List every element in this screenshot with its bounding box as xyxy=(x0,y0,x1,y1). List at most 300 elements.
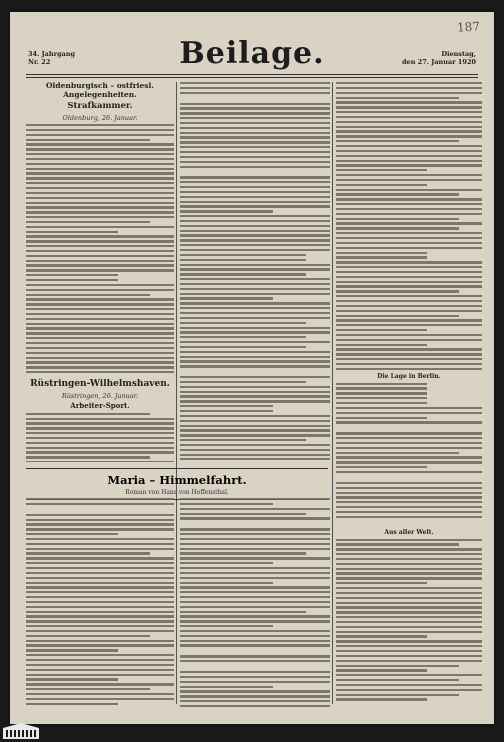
text-line xyxy=(26,240,174,242)
text-line xyxy=(26,139,150,141)
text-line xyxy=(180,640,330,642)
text-line xyxy=(336,412,482,414)
text-line xyxy=(336,135,482,137)
text-line xyxy=(180,454,330,456)
text-line xyxy=(180,498,330,500)
text-line xyxy=(26,630,174,632)
text-line xyxy=(180,615,330,617)
text-line xyxy=(180,655,330,657)
text-line xyxy=(26,606,174,608)
text-line xyxy=(180,671,330,673)
text-line xyxy=(26,163,174,165)
text-line xyxy=(336,471,482,473)
text-line xyxy=(180,225,330,227)
text-line xyxy=(26,294,150,296)
text-line xyxy=(26,352,174,354)
text-line xyxy=(336,539,482,541)
text-line xyxy=(336,563,482,565)
text-line xyxy=(26,298,174,300)
text-line xyxy=(180,141,330,143)
text-line xyxy=(180,517,330,519)
text-line xyxy=(180,611,306,613)
text-line xyxy=(26,342,174,344)
text-line xyxy=(336,198,482,200)
text-line xyxy=(26,442,174,444)
text-line xyxy=(180,567,330,569)
text-line xyxy=(180,577,330,579)
text-line xyxy=(26,635,150,637)
text-line xyxy=(336,174,482,176)
text-line xyxy=(336,674,482,676)
text-line xyxy=(26,519,174,521)
text-line xyxy=(336,582,427,584)
text-line xyxy=(180,317,330,319)
article-body xyxy=(336,383,482,527)
volume-label: 34. Jahrgang xyxy=(28,50,76,58)
text-line xyxy=(180,439,306,441)
text-line xyxy=(336,319,482,321)
text-line xyxy=(26,168,174,170)
text-line xyxy=(180,644,330,646)
text-line xyxy=(26,158,174,160)
text-line xyxy=(336,572,482,574)
text-line xyxy=(336,150,482,152)
text-line xyxy=(26,674,174,676)
text-line xyxy=(180,302,330,304)
column-separator xyxy=(176,82,177,704)
text-line xyxy=(336,145,482,147)
text-line xyxy=(336,92,482,94)
text-line xyxy=(26,615,174,617)
text-line xyxy=(336,660,482,662)
text-line xyxy=(26,129,174,131)
text-line xyxy=(336,640,482,642)
text-line xyxy=(336,689,482,691)
text-line xyxy=(180,625,273,627)
text-line xyxy=(180,386,330,388)
text-line xyxy=(336,407,482,409)
text-line xyxy=(26,172,174,174)
text-line xyxy=(26,693,174,695)
text-line xyxy=(336,442,482,444)
text-line xyxy=(180,552,306,554)
text-line xyxy=(26,543,174,545)
text-line xyxy=(26,552,150,554)
text-line xyxy=(336,597,482,599)
text-line xyxy=(336,665,459,667)
text-line xyxy=(26,332,174,334)
text-line xyxy=(336,271,482,273)
text-line xyxy=(336,698,427,700)
text-line xyxy=(26,148,174,150)
text-line xyxy=(336,669,427,671)
text-line xyxy=(26,669,174,671)
text-line xyxy=(26,523,174,525)
text-line xyxy=(180,376,330,378)
text-line xyxy=(180,293,330,295)
text-line xyxy=(26,308,174,310)
text-line xyxy=(26,264,174,266)
text-line xyxy=(180,166,330,168)
text-line xyxy=(180,215,330,217)
text-line xyxy=(336,496,482,498)
text-line xyxy=(336,305,482,307)
text-line xyxy=(180,268,330,270)
article-body xyxy=(336,539,482,701)
text-line xyxy=(180,458,330,460)
text-line xyxy=(26,182,174,184)
text-line xyxy=(26,596,174,598)
text-line xyxy=(26,337,174,339)
weekday: Dienstag, xyxy=(441,50,476,58)
text-line xyxy=(26,611,174,613)
text-line xyxy=(336,111,482,113)
text-line xyxy=(180,543,330,545)
text-line xyxy=(336,281,482,283)
text-line xyxy=(336,592,482,594)
text-line xyxy=(26,601,174,603)
text-line xyxy=(26,361,174,363)
text-line xyxy=(336,456,482,458)
text-line xyxy=(336,276,482,278)
text-line xyxy=(26,654,174,656)
text-line xyxy=(180,117,330,119)
text-line xyxy=(26,703,118,705)
text-line xyxy=(180,201,330,203)
text-line xyxy=(336,160,482,162)
text-line xyxy=(336,227,459,229)
archive-building-logo xyxy=(2,722,40,740)
text-line xyxy=(26,323,174,325)
dateline: Rüstringen, 26. Januar. xyxy=(61,391,139,400)
text-line xyxy=(336,285,482,287)
text-line xyxy=(180,186,330,188)
text-line xyxy=(26,255,174,257)
text-line xyxy=(336,606,482,608)
text-line xyxy=(26,245,174,247)
text-line xyxy=(336,193,459,195)
text-line xyxy=(180,210,273,212)
text-line xyxy=(336,461,482,463)
issue-number: Nr. 22 xyxy=(28,58,51,66)
text-line xyxy=(26,538,174,540)
text-line xyxy=(180,151,330,153)
serial-title: Maria – Himmelfahrt. xyxy=(107,473,247,487)
text-line xyxy=(180,336,306,338)
text-line xyxy=(180,429,330,431)
masthead-date-block xyxy=(402,50,476,66)
text-line xyxy=(180,508,330,510)
text-line xyxy=(336,487,482,489)
text-line xyxy=(26,678,118,680)
text-line xyxy=(26,371,174,373)
text-line xyxy=(336,655,482,657)
text-line xyxy=(26,644,174,646)
text-line xyxy=(180,176,330,178)
text-line xyxy=(180,449,330,451)
text-line xyxy=(336,437,482,439)
text-line xyxy=(180,420,330,422)
text-line xyxy=(336,466,427,468)
text-line xyxy=(180,591,330,593)
text-line xyxy=(336,587,482,589)
text-line xyxy=(336,247,482,249)
text-line xyxy=(180,220,330,222)
text-line xyxy=(336,635,427,637)
text-line xyxy=(26,698,174,700)
text-line xyxy=(180,705,330,707)
serial-column-2 xyxy=(180,498,330,708)
text-line xyxy=(180,239,330,241)
text-line xyxy=(180,444,330,446)
text-line xyxy=(180,700,330,702)
text-line xyxy=(180,395,330,397)
text-line xyxy=(336,358,482,360)
text-line xyxy=(26,432,174,434)
text-line xyxy=(336,315,459,317)
text-line xyxy=(180,548,330,550)
text-line xyxy=(180,601,330,603)
text-line xyxy=(26,284,174,286)
text-line xyxy=(336,558,482,560)
text-line xyxy=(26,620,174,622)
text-line xyxy=(26,303,174,305)
text-line xyxy=(336,300,482,302)
text-line xyxy=(180,82,330,84)
text-line xyxy=(26,582,174,584)
text-line xyxy=(336,266,482,268)
masthead-rule-thin xyxy=(26,77,478,78)
text-line xyxy=(26,572,174,574)
issue-date: den 27. Januar 1920 xyxy=(402,58,476,66)
text-line xyxy=(180,572,330,574)
text-line xyxy=(336,97,459,99)
text-line xyxy=(180,557,330,559)
text-line xyxy=(336,222,482,224)
text-line xyxy=(336,101,482,103)
text-line xyxy=(26,418,174,420)
text-line xyxy=(26,533,118,535)
text-line xyxy=(336,392,427,394)
text-line xyxy=(336,684,482,686)
text-line xyxy=(26,124,174,126)
text-line xyxy=(336,218,459,220)
text-line xyxy=(336,237,482,239)
text-line xyxy=(180,365,330,367)
text-line xyxy=(26,447,174,449)
text-line xyxy=(336,383,427,385)
text-line xyxy=(26,649,118,651)
text-line xyxy=(336,631,482,633)
text-line xyxy=(26,548,174,550)
text-line xyxy=(26,659,174,661)
text-line xyxy=(26,177,174,179)
serial-body xyxy=(180,498,330,708)
text-line xyxy=(26,143,174,145)
text-line xyxy=(180,513,306,515)
text-line xyxy=(180,122,330,124)
text-line xyxy=(180,391,330,393)
text-line xyxy=(26,318,174,320)
text-line xyxy=(180,681,330,683)
text-line xyxy=(180,312,330,314)
text-line xyxy=(336,611,482,613)
text-line xyxy=(336,432,482,434)
text-line xyxy=(26,221,150,223)
text-line xyxy=(180,562,273,564)
text-line xyxy=(336,553,482,555)
text-line xyxy=(180,92,330,94)
text-line xyxy=(180,635,330,637)
text-line xyxy=(180,244,330,246)
text-line xyxy=(180,327,330,329)
article-body xyxy=(26,124,174,373)
text-line xyxy=(180,690,330,692)
text-line xyxy=(180,533,330,535)
text-line xyxy=(26,413,150,415)
text-line xyxy=(180,620,330,622)
text-line xyxy=(26,640,174,642)
text-line xyxy=(26,577,174,579)
text-line xyxy=(180,400,330,402)
serial-banner xyxy=(26,468,328,500)
text-line xyxy=(336,417,427,419)
text-line xyxy=(336,208,482,210)
text-line xyxy=(336,506,482,508)
text-line xyxy=(26,591,174,593)
text-line xyxy=(180,415,330,417)
text-line xyxy=(180,660,330,662)
text-line xyxy=(336,295,482,297)
text-line xyxy=(26,187,174,189)
text-line xyxy=(180,127,330,129)
text-line xyxy=(336,492,482,494)
text-line xyxy=(336,501,482,503)
text-line xyxy=(180,351,330,353)
text-line xyxy=(336,106,482,108)
text-line xyxy=(336,694,459,696)
text-line xyxy=(180,322,306,324)
text-line xyxy=(26,688,150,690)
text-line xyxy=(180,136,330,138)
text-line xyxy=(26,313,174,315)
text-line xyxy=(336,116,482,118)
text-line xyxy=(336,616,482,618)
text-line xyxy=(180,156,330,158)
text-line xyxy=(336,363,482,365)
text-line xyxy=(26,274,118,276)
text-line xyxy=(336,621,482,623)
text-line xyxy=(180,425,330,427)
text-line xyxy=(26,683,174,685)
text-line xyxy=(336,179,482,181)
text-line xyxy=(336,310,482,312)
text-line xyxy=(336,155,482,157)
page-number: 187 xyxy=(456,19,481,35)
text-line xyxy=(26,216,174,218)
text-line xyxy=(180,307,330,309)
text-line xyxy=(26,327,174,329)
text-line xyxy=(180,381,306,383)
text-line xyxy=(336,82,482,84)
text-line xyxy=(180,606,330,608)
text-line xyxy=(180,596,330,598)
text-line xyxy=(180,191,330,193)
article-body xyxy=(26,413,174,462)
column-3 xyxy=(336,82,482,708)
text-line xyxy=(180,259,306,261)
text-line xyxy=(336,324,482,326)
text-line xyxy=(26,557,174,559)
paragraph-gap xyxy=(336,521,482,527)
text-line xyxy=(180,146,330,148)
text-line xyxy=(336,421,482,423)
text-line xyxy=(26,153,174,155)
text-line xyxy=(336,577,482,579)
text-line xyxy=(180,503,273,505)
text-line xyxy=(180,582,273,584)
text-line xyxy=(180,346,306,348)
text-line xyxy=(180,356,330,358)
text-line xyxy=(336,353,482,355)
text-line xyxy=(180,288,330,290)
text-line xyxy=(336,242,482,244)
text-line xyxy=(336,548,482,550)
serial-column-1 xyxy=(26,498,174,708)
masthead-rule xyxy=(26,74,478,75)
text-line xyxy=(26,231,118,233)
text-line xyxy=(26,427,174,429)
text-line xyxy=(26,422,174,424)
text-line xyxy=(26,437,174,439)
text-line xyxy=(336,164,482,166)
text-line xyxy=(26,235,174,237)
text-line xyxy=(26,562,174,564)
text-line xyxy=(336,252,427,254)
text-line xyxy=(180,230,330,232)
text-line xyxy=(180,234,330,236)
text-line xyxy=(336,650,482,652)
text-line xyxy=(26,451,174,453)
article-body xyxy=(180,82,330,460)
text-line xyxy=(180,586,330,588)
text-line xyxy=(26,226,174,228)
text-line xyxy=(336,290,459,292)
text-line xyxy=(180,181,330,183)
text-line xyxy=(336,213,482,215)
text-line xyxy=(26,357,174,359)
text-line xyxy=(180,107,330,109)
text-line xyxy=(26,250,174,252)
text-line xyxy=(180,676,330,678)
text-line xyxy=(336,334,482,336)
serial-body xyxy=(26,498,174,705)
text-line xyxy=(336,543,459,545)
text-line xyxy=(180,103,330,105)
text-line xyxy=(336,626,482,628)
text-line xyxy=(336,645,482,647)
text-line xyxy=(180,278,330,280)
text-line xyxy=(26,625,174,627)
text-line xyxy=(336,329,427,331)
text-line xyxy=(26,279,118,281)
text-line xyxy=(336,130,482,132)
column-2 xyxy=(180,82,330,460)
text-line xyxy=(180,205,330,207)
text-line xyxy=(26,202,174,204)
text-line xyxy=(180,112,330,114)
text-line xyxy=(180,283,330,285)
